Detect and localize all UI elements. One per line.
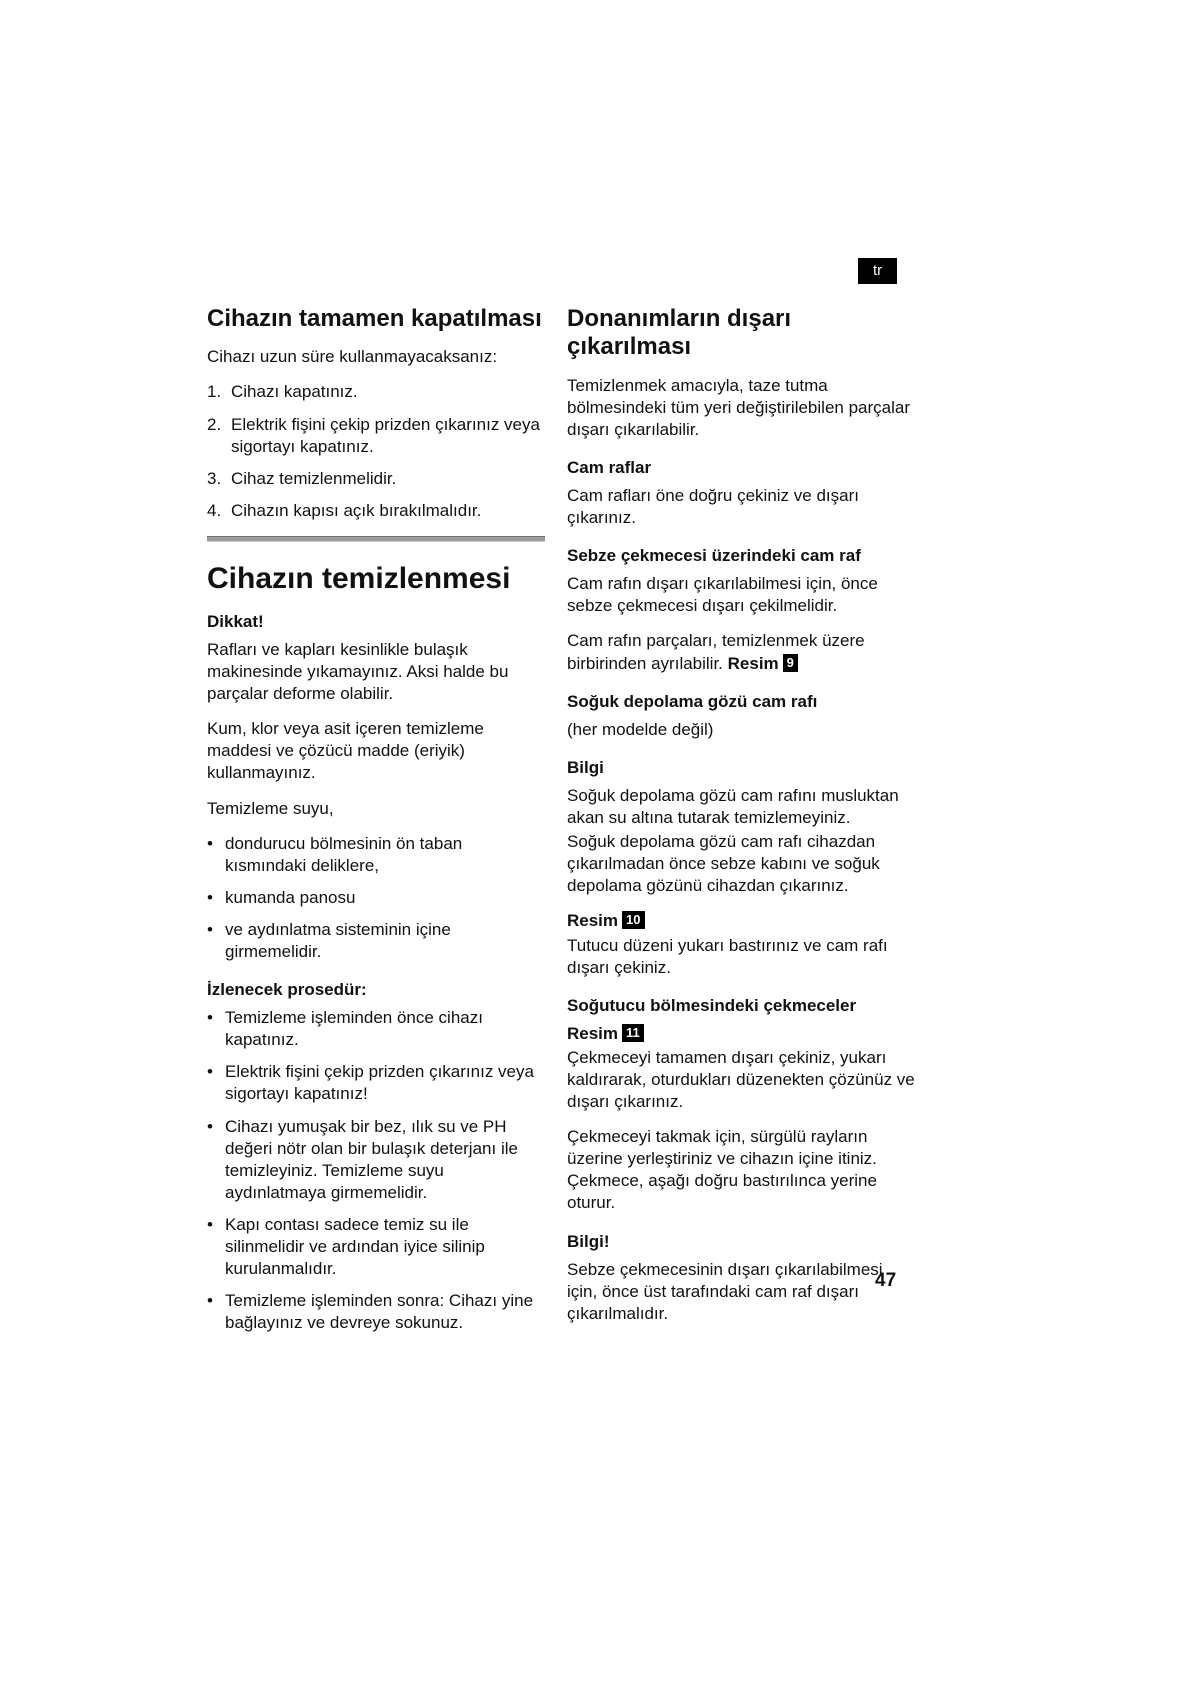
language-badge: tr bbox=[858, 258, 897, 284]
warning-heading: Dikkat! bbox=[207, 611, 264, 631]
paragraph: Rafları ve kapları kesinlikle bulaşık makinesinde yıkamayınız. Aksi halde bu parçalar deforme olabilir. bbox=[207, 639, 509, 704]
paragraph: Temizleme suyu, bbox=[207, 798, 334, 818]
subheading-chiller-shelf: Soğuk depolama gözü cam rafı bbox=[567, 691, 818, 711]
subheading-glass-shelves: Cam raflar bbox=[567, 457, 652, 477]
paragraph: Çekmeceyi takmak için, sürgülü rayların üzerine yerleştiriniz ve cihazın içine itiniz. Çekmece, aşağı doğru bastırılınca yerine oturur. bbox=[567, 1127, 877, 1213]
bullet-item bbox=[207, 833, 545, 877]
bullet-text: Temizleme işleminden önce cihazı kapatınız. bbox=[225, 1008, 483, 1050]
bullet-icon bbox=[207, 1116, 225, 1204]
procedure-heading: İzlenecek prosedür: bbox=[207, 980, 367, 1000]
figure-reference bbox=[567, 1023, 915, 1045]
section-title-shutdown: Cihazın tamamen kapatılması bbox=[207, 305, 542, 332]
paragraph: Çekmeceyi tamamen dışarı çekiniz, yukarı kaldırarak, oturdukları düzenekten çözünüz ve dışarı çıkarınız. bbox=[567, 1047, 915, 1112]
paragraph: Tutucu düzeni yukarı bastırınız ve cam rafı dışarı çekiniz. bbox=[567, 935, 888, 977]
section-title-removal: Donanımların dışarı çıkarılması bbox=[567, 305, 792, 361]
figure-label: Resim bbox=[727, 653, 779, 673]
paragraph: Sebze çekmecesinin dışarı çıkarılabilmesi için, önce üst tarafındaki cam raf dışarı çıkarılmalıdır. bbox=[567, 1259, 883, 1323]
figure-label: Resim bbox=[567, 1023, 619, 1043]
info-heading: Bilgi bbox=[567, 757, 604, 777]
paragraph: Kum, klor veya asit içeren temizleme maddesi ve çözücü madde (eriyik) kullanmayınız. bbox=[207, 719, 484, 783]
paragraph: Temizlenmek amacıyla, taze tutma bölmesindeki tüm yeri değiştirilebilen parçalar dışarı çıkarılabilir. bbox=[567, 375, 910, 439]
bullet-text: Kapı contası sadece temiz su ile silinmelidir ve ardından iyice silinip kurulanmalıdır. bbox=[225, 1214, 485, 1279]
bullet-item bbox=[207, 1007, 545, 1051]
bullet-text: Temizleme işleminden sonra: Cihazı yine bağlayınız ve devreye sokunuz. bbox=[225, 1291, 534, 1333]
list-text: Cihazı kapatınız. bbox=[231, 382, 358, 402]
figure-number-badge: 11 bbox=[622, 1024, 644, 1042]
numbered-item bbox=[207, 414, 545, 458]
bullet-icon bbox=[207, 919, 225, 963]
paragraph: Cam rafın dışarı çıkarılabilmesi için, önce sebze çekmecesi dışarı çekilmelidir. bbox=[567, 574, 878, 616]
subheading-fridge-drawers: Soğutucu bölmesindeki çekmeceler bbox=[567, 995, 857, 1015]
section-title-cleaning: Cihazın temizlenmesi bbox=[207, 561, 511, 595]
bullet-text: Elektrik fişini çekip prizden çıkarınız veya sigortayı kapatınız! bbox=[225, 1062, 534, 1104]
bullet-item bbox=[207, 1061, 545, 1105]
list-number: 4. bbox=[207, 500, 222, 520]
figure-number-badge: 10 bbox=[622, 911, 644, 929]
bullet-text: kumanda panosu bbox=[225, 887, 356, 907]
list-number: 2. bbox=[207, 414, 222, 434]
list-number: 1. bbox=[207, 382, 222, 402]
paragraph-text: Cam rafın parçaları, temizlenmek üzere birbirinden ayrılabilir. bbox=[567, 631, 865, 673]
list-number: 3. bbox=[207, 468, 222, 488]
numbered-item bbox=[207, 500, 545, 522]
bullet-item bbox=[207, 1214, 545, 1280]
bullet-icon bbox=[207, 1214, 225, 1280]
list-text: Cihazın kapısı açık bırakılmalıdır. bbox=[231, 500, 482, 520]
bullet-text: ve aydınlatma sisteminin içine girmemelidir. bbox=[225, 919, 451, 961]
page-number: 47 bbox=[875, 1270, 897, 1291]
numbered-item bbox=[207, 468, 545, 490]
left-column bbox=[207, 305, 545, 1344]
bullet-item bbox=[207, 1116, 545, 1204]
bullet-text: dondurucu bölmesinin ön taban kısmındaki deliklere, bbox=[225, 833, 463, 875]
bullet-item bbox=[207, 1290, 545, 1334]
info-heading-2: Bilgi! bbox=[567, 1231, 610, 1251]
bullet-item bbox=[207, 887, 545, 909]
model-note: (her modelde değil) bbox=[567, 719, 714, 739]
list-text: Cihaz temizlenmelidir. bbox=[231, 468, 397, 488]
bullet-icon bbox=[207, 887, 225, 909]
paragraph: Cam rafları öne doğru çekiniz ve dışarı çıkarınız. bbox=[567, 486, 859, 528]
bullet-text: Cihazı yumuşak bir bez, ılık su ve PH değeri nötr olan bir bulaşık deterjanı ile temizleyiniz. Temizleme suyu aydınlatmaya girmemelidir. bbox=[225, 1116, 518, 1202]
section-divider bbox=[207, 536, 545, 542]
bullet-item bbox=[207, 919, 545, 963]
bullet-icon bbox=[207, 833, 225, 877]
subheading-vegetable-drawer-shelf: Sebze çekmecesi üzerindeki cam raf bbox=[567, 546, 861, 566]
bullet-icon bbox=[207, 1290, 225, 1334]
figure-reference bbox=[567, 910, 915, 932]
paragraph: Soğuk depolama gözü cam rafı cihazdan çıkarılmadan önce sebze kabını ve soğuk depolama gözünü cihazdan çıkarınız. bbox=[567, 832, 880, 896]
list-text: Elektrik fişini çekip prizden çıkarınız veya sigortayı kapatınız. bbox=[231, 414, 540, 456]
paragraph-with-figure bbox=[567, 630, 915, 674]
bullet-icon bbox=[207, 1007, 225, 1051]
shutdown-intro: Cihazı uzun süre kullanmayacaksanız: bbox=[207, 347, 498, 367]
paragraph: Soğuk depolama gözü cam rafını musluktan akan su altına tutarak temizlemeyiniz. bbox=[567, 785, 899, 828]
figure-number-badge: 9 bbox=[783, 654, 798, 672]
bullet-icon bbox=[207, 1061, 225, 1105]
figure-label: Resim bbox=[567, 911, 619, 931]
right-column bbox=[567, 305, 915, 1338]
numbered-item bbox=[207, 381, 545, 403]
